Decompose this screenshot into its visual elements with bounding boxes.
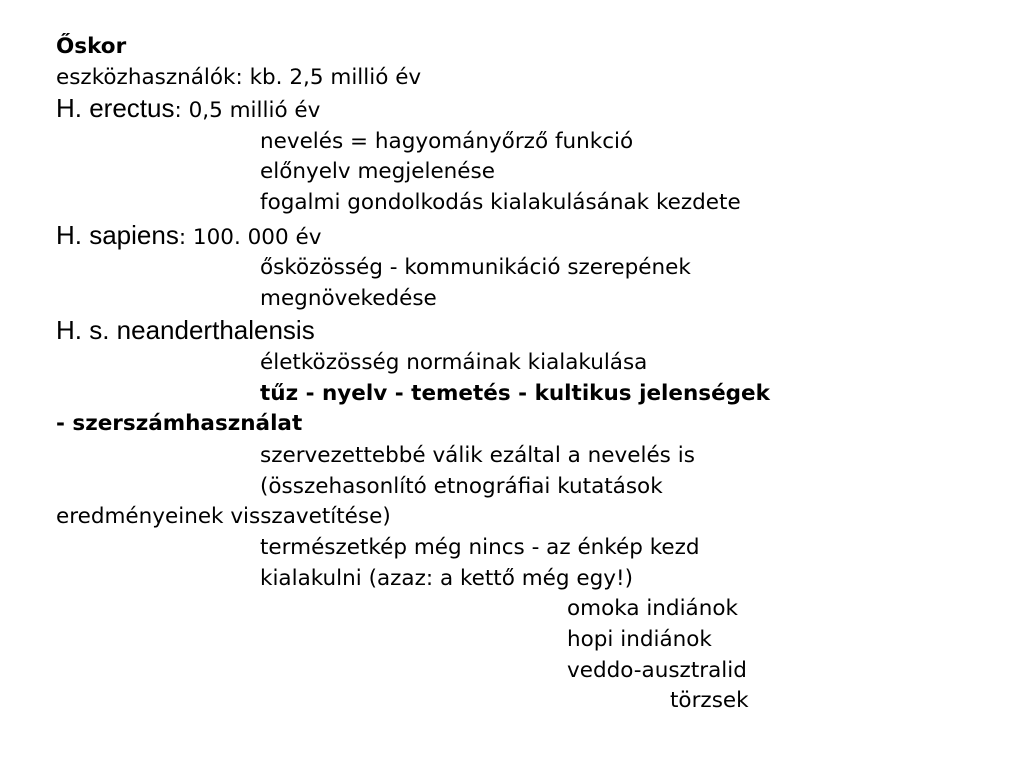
erectus-point: előnyelv megjelenése [260,159,495,184]
neanderthalensis-point: életközösség normáinak kialakulása [260,350,648,375]
erectus-name: H. erectus [56,93,175,123]
neanderthalensis-point: (összehasonlító etnográfiai kutatások [260,474,663,499]
example-tribe: omoka indiánok [567,596,738,621]
neanderthalensis-point: kialakulni (azaz: a kettő még egy!) [260,566,633,591]
sapiens-heading [56,222,321,249]
sapiens-name: H. sapiens [56,220,179,250]
example-tribe: veddo-ausztralid [567,658,747,683]
sapiens-age: : 100. 000 év [178,225,322,250]
erectus-age: : 0,5 millió év [174,98,321,123]
sapiens-point: megnövekedése [260,286,437,311]
neanderthalensis-point: eredményeinek visszavetítése) [56,504,391,529]
examples-suffix: törzsek [670,688,749,713]
slide-title: Őskor [56,34,127,59]
erectus-point: fogalmi gondolkodás kialakulásának kezdete [260,190,741,215]
erectus-heading [56,95,320,122]
sapiens-point: ősközösség - kommunikáció szerepének [260,255,691,280]
neanderthalensis-bold-line: - szerszámhasználat [56,411,303,436]
neanderthalensis-heading: H. s. neanderthalensis [56,315,315,345]
neanderthalensis-point: szervezettebbé válik ezáltal a nevelés is [260,443,695,468]
example-tribe: hopi indiánok [567,627,712,652]
neanderthalensis-point: természetkép még nincs - az énkép kezd [260,535,700,560]
erectus-point: nevelés = hagyományőrző funkció [260,129,634,154]
tool-users-line: eszközhasználók: kb. 2,5 millió év [56,65,422,90]
neanderthalensis-bold-line: tűz - nyelv - temetés - kultikus jelenségek [260,381,770,406]
